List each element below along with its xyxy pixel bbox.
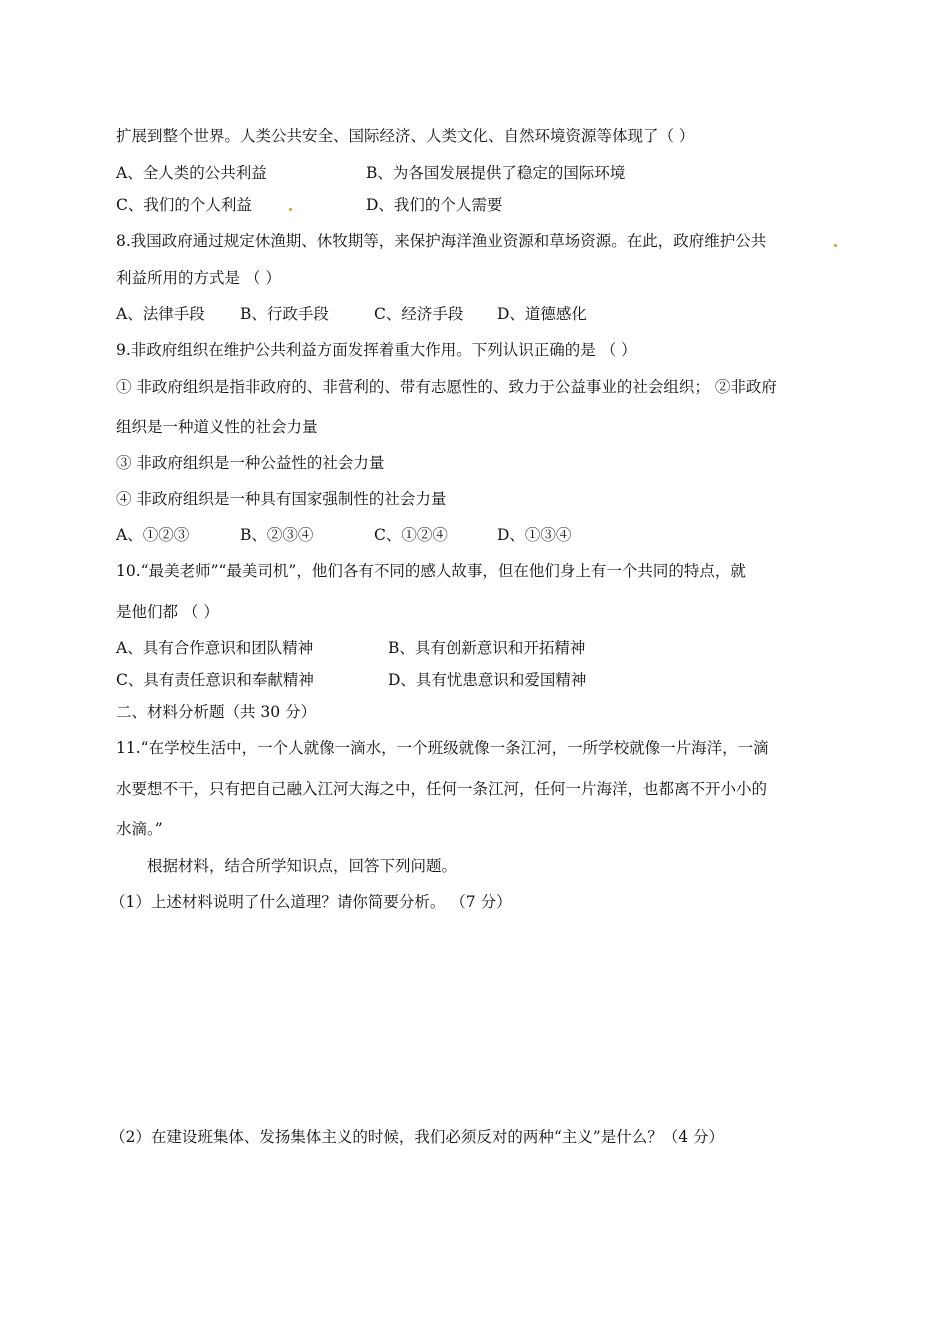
q9-option-d: D、①③④ (497, 526, 572, 544)
q9-statement-1-line2: 组织是一种道义性的社会力量 (116, 418, 318, 436)
q8-stem-line1: 8.我国政府通过规定休渔期、休牧期等，来保护海洋渔业资源和草场资源。在此，政府维护公共 (116, 232, 767, 250)
q10-stem-line2: 是他们都 （ ） (116, 603, 219, 621)
q10-stem-line1: 10.“最美老师”“最美司机”，他们各有不同的感人故事，但在他们身上有一个共同的特点，就 (116, 562, 746, 580)
stray-mark (289, 208, 292, 211)
q8-option-d: D、道德感化 (497, 305, 587, 323)
q9-stem: 9.非政府组织在维护公共利益方面发挥着重大作用。下列认识正确的是 （ ） (116, 341, 637, 359)
q9-option-c: C、①②④ (374, 526, 448, 544)
q9-statement-4: ④ 非政府组织是一种具有国家强制性的社会力量 (116, 490, 447, 508)
q8-option-b: B、行政手段 (240, 305, 329, 323)
q10-option-d: D、具有忧患意识和爱国精神 (388, 671, 587, 689)
q10-option-a: A、具有合作意识和团队精神 (116, 639, 314, 657)
q10-option-c: C、具有责任意识和奉献精神 (116, 671, 314, 689)
q11-material-line2: 水要想不干，只有把自己融入江河大海之中，任何一条江河，任何一片海洋，也都离不开小小的 (116, 780, 768, 798)
q10-option-b: B、具有创新意识和开拓精神 (388, 639, 586, 657)
q8-option-a: A、法律手段 (116, 305, 205, 323)
q9-statement-3: ③ 非政府组织是一种公益性的社会力量 (116, 454, 385, 472)
q9-option-a: A、①②③ (116, 526, 190, 544)
q9-option-b: B、②③④ (240, 526, 314, 544)
q7-stem: 扩展到整个世界。人类公共安全、国际经济、人类文化、自然环境资源等体现了（ ） (116, 127, 695, 145)
q11-subquestion-1: （1）上述材料说明了什么道理？请你简要分析。 （7 分） (110, 893, 512, 911)
q11-material-line1: 11.“在学校生活中，一个人就像一滴水，一个班级就像一条江河，一所学校就像一片海洋，一滴 (116, 739, 769, 757)
q7-option-b: B、为各国发展提供了稳定的国际环境 (366, 164, 626, 182)
q11-material-line3: 水滴。” (116, 820, 163, 838)
q8-option-c: C、经济手段 (374, 305, 464, 323)
q11-instruction: 根据材料，结合所学知识点，回答下列问题。 (147, 857, 458, 875)
q9-statement-1-line1: ① 非政府组织是指非政府的、非营利的、带有志愿性的、致力于公益事业的社会组织； ②非政府 (116, 378, 777, 396)
q7-option-d: D、我们的个人需要 (366, 196, 503, 214)
q8-stem-line2: 利益所用的方式是 （ ） (116, 269, 281, 287)
q7-option-a: A、全人类的公共利益 (116, 164, 267, 182)
stray-mark (834, 244, 837, 247)
q11-subquestion-2: （2）在建设班集体、发扬集体主义的时候，我们必须反对的两种“主义”是什么？（4 分） (110, 1128, 725, 1146)
q7-option-c: C、我们的个人利益 (116, 196, 252, 214)
section-2-heading: 二、材料分析题（共 30 分） (116, 703, 317, 721)
